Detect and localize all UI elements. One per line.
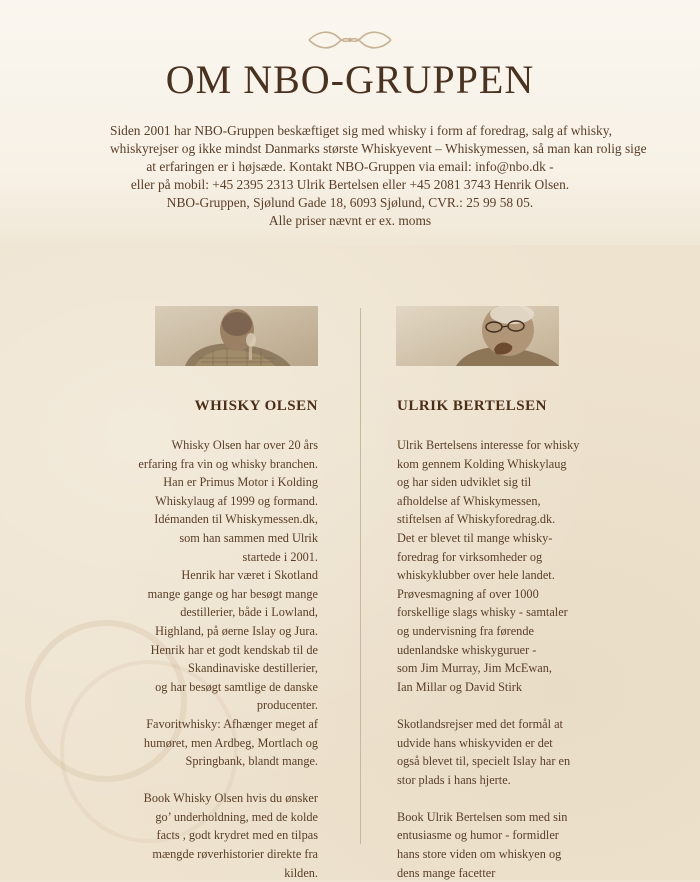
bio-line: Henrik har et godt kendskab til de: [150, 642, 318, 657]
bio-line: udenlandske whiskyguruer -: [397, 642, 537, 657]
bio-line: erfaring fra vin og whisky branchen.: [138, 456, 318, 471]
bio-line: [130, 771, 318, 790]
bio-line: startede i 2001.: [242, 549, 318, 564]
bio-line: foredrag for virksomheder og: [397, 549, 543, 564]
ulrik-bertelsen-photo: [396, 306, 559, 366]
bio-line: Henrik har været i Skotland: [181, 568, 318, 583]
bio-line: og undervisning fra førende: [397, 623, 534, 638]
bio-line: mange gange og har besøgt mange: [147, 586, 318, 601]
ulrik-bertelsen-bio: [397, 436, 597, 882]
whisky-olsen-bio: [130, 436, 318, 882]
bio-line: entusiasme og humor - formidler: [397, 828, 559, 843]
ornament-flourish-icon: [305, 28, 395, 52]
bio-line: stiftelsen af Whiskyforedrag.dk.: [397, 512, 556, 527]
bio-line: Favoritwhisky: Afhænger meget af: [146, 716, 318, 731]
bio-line: udvide hans whiskyviden er det: [397, 735, 553, 750]
bio-line: og har besøgt samtlige de danske: [155, 679, 318, 694]
page-title: OM NBO-GRUPPEN: [165, 57, 535, 102]
bio-line: afholdelse af Whiskymessen,: [397, 493, 541, 508]
bio-line: dens mange facetter: [397, 865, 496, 880]
bio-line: producenter.: [256, 698, 318, 713]
bio-line: Ian Millar og David Stirk: [397, 679, 522, 694]
intro-paragraph: [110, 122, 647, 230]
bio-line: kilden.: [284, 865, 318, 880]
bio-line: [397, 789, 597, 808]
column-divider: [360, 308, 361, 844]
bio-line: Whisky Olsen har over 20 års: [171, 438, 318, 452]
bio-line: som Jim Murray, Jim McEwan,: [397, 661, 552, 676]
intro-line: eller på mobil: +45 2395 2313 Ulrik Bertelsen eller +45 2081 3743 Henrik Olsen.: [130, 177, 570, 192]
bio-line: Det er blevet til mange whisky-: [397, 530, 553, 545]
bio-line: facts , godt krydret med en tilpas: [156, 828, 318, 843]
bio-line: mængde røverhistorier direkte fra: [152, 847, 318, 862]
bio-line: Springbank, blandt mange.: [185, 754, 318, 769]
bio-line: som han sammen med Ulrik: [179, 530, 318, 545]
bio-line: Skandinaviske destillerier,: [188, 661, 318, 676]
bio-line: Idémanden til Whiskymessen.dk,: [154, 512, 318, 527]
bio-line: og har siden udviklet sig til: [397, 475, 532, 490]
bio-line: go’ underholdning, med de kolde: [155, 809, 318, 824]
bio-line: Ulrik Bertelsens interesse for whisky: [397, 438, 580, 452]
bio-line: også blevet til, specielt Islay har en: [397, 754, 571, 769]
bio-line: Prøvesmagning af over 1000: [397, 586, 539, 601]
bio-line: destillerier, både i Lowland,: [180, 605, 318, 620]
bio-line: humøret, men Ardbeg, Mortlach og: [143, 735, 318, 750]
bio-line: Skotlandsrejser med det formål at: [397, 716, 563, 731]
bio-line: Han er Primus Motor i Kolding: [163, 475, 318, 490]
bio-line: hans store viden om whiskyen og: [397, 847, 562, 862]
bio-line: whiskyklubber over hele landet.: [397, 568, 555, 583]
whisky-olsen-photo: [155, 306, 318, 366]
whisky-olsen-heading: WHISKY OLSEN: [194, 398, 318, 414]
bio-line: stor plads i hans hjerte.: [397, 772, 511, 787]
bio-line: [397, 696, 597, 715]
bio-line: Book Ulrik Bertelsen som med sin: [397, 809, 568, 824]
intro-line: NBO-Gruppen, Sjølund Gade 18, 6093 Sjølund, CVR.: 25 99 58 05.: [166, 195, 534, 210]
intro-line: whiskyrejser og ikke mindst Danmarks største Whiskyevent – Whiskymessen, så man kan rolig sige: [110, 141, 647, 156]
intro-line: at erfaringen er i højsæde. Kontakt NBO-Gruppen via email: info@nbo.dk -: [146, 159, 554, 174]
intro-line: Siden 2001 har NBO-Gruppen beskæftiget sig med whisky i form af foredrag, salg af whisky,: [110, 123, 612, 138]
bio-line: Highland, på øerne Islay og Jura.: [155, 623, 318, 638]
bio-line: Book Whisky Olsen hvis du ønsker: [143, 791, 318, 806]
intro-line: Alle priser nævnt er ex. moms: [268, 213, 432, 228]
bio-line: Whiskylaug af 1999 og formand.: [155, 493, 318, 508]
bio-line: kom gennem Kolding Whiskylaug: [397, 456, 567, 471]
bio-line: forskellige slags whisky - samtaler: [397, 605, 568, 620]
ulrik-bertelsen-heading: ULRIK BERTELSEN: [397, 398, 547, 414]
